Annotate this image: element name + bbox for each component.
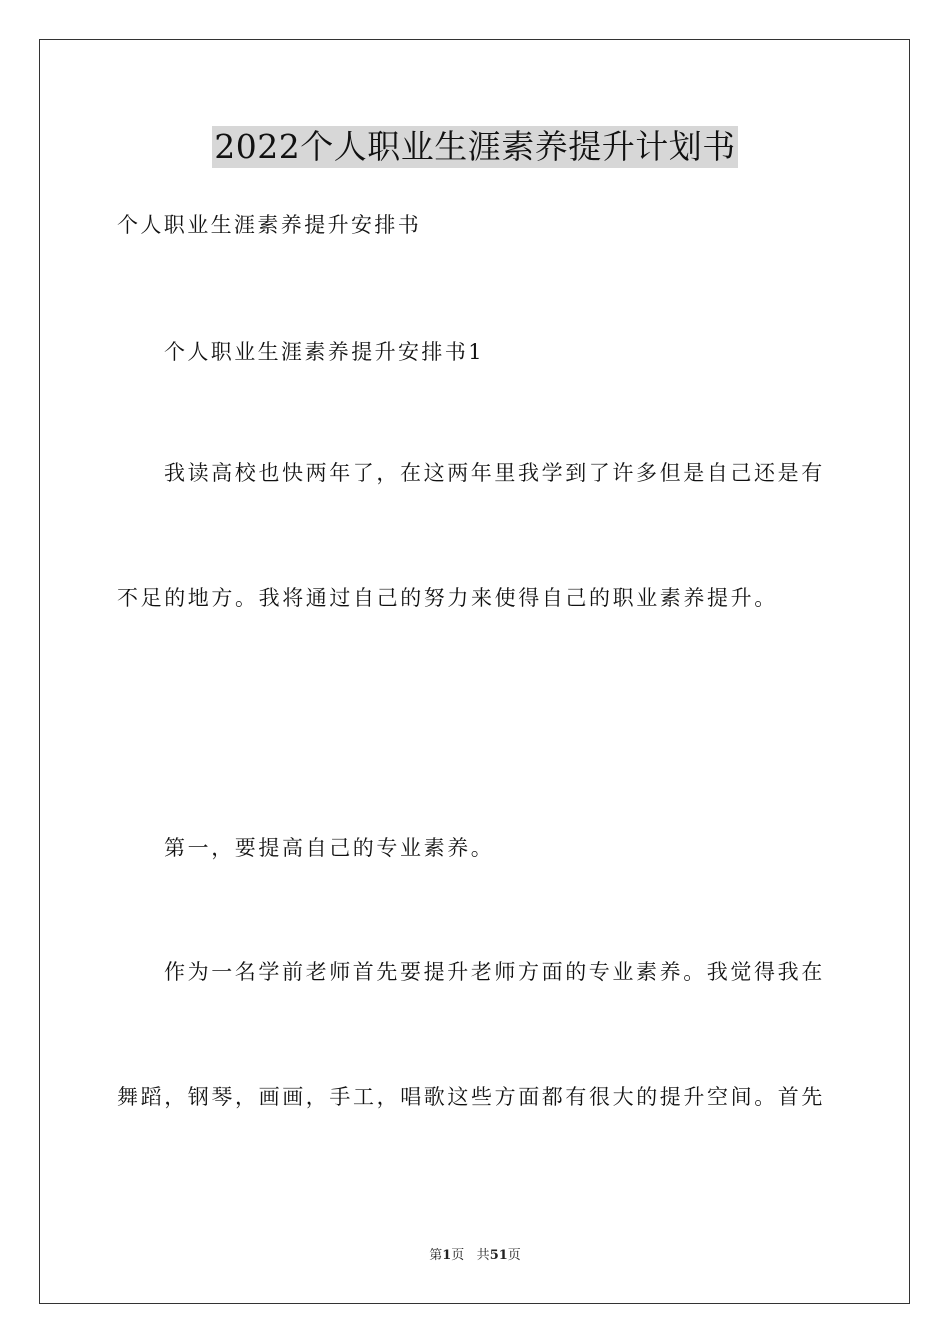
paragraph-line: 不足的地方。我将通过自己的努力来使得自己的职业素养提升。 bbox=[117, 586, 778, 610]
footer-total-prefix: 共 bbox=[476, 1248, 490, 1263]
section-heading: 个人职业生涯素养提升安排书1 bbox=[164, 340, 484, 364]
footer-page-prefix: 第 bbox=[429, 1248, 443, 1263]
paragraph-line: 第一，要提高自己的专业素养。 bbox=[164, 836, 495, 860]
subtitle-line: 个人职业生涯素养提升安排书 bbox=[117, 213, 422, 237]
footer-page-suffix: 页 bbox=[451, 1248, 465, 1263]
footer-total-suffix: 页 bbox=[507, 1248, 521, 1263]
footer-page-number: 1 bbox=[442, 1248, 452, 1263]
document-title: 2022个人职业生涯素养提升计划书 bbox=[214, 127, 736, 166]
title-container bbox=[0, 126, 950, 168]
paragraph-line: 作为一名学前老师首先要提升老师方面的专业素养。我觉得我在 bbox=[164, 960, 825, 984]
page-footer bbox=[0, 1247, 950, 1265]
paragraph-line: 舞蹈，钢琴，画画，手工，唱歌这些方面都有很大的提升空间。首先 bbox=[117, 1085, 825, 1109]
footer-total-pages: 51 bbox=[489, 1248, 508, 1263]
paragraph-line: 我读高校也快两年了，在这两年里我学到了许多但是自己还是有 bbox=[164, 461, 825, 485]
